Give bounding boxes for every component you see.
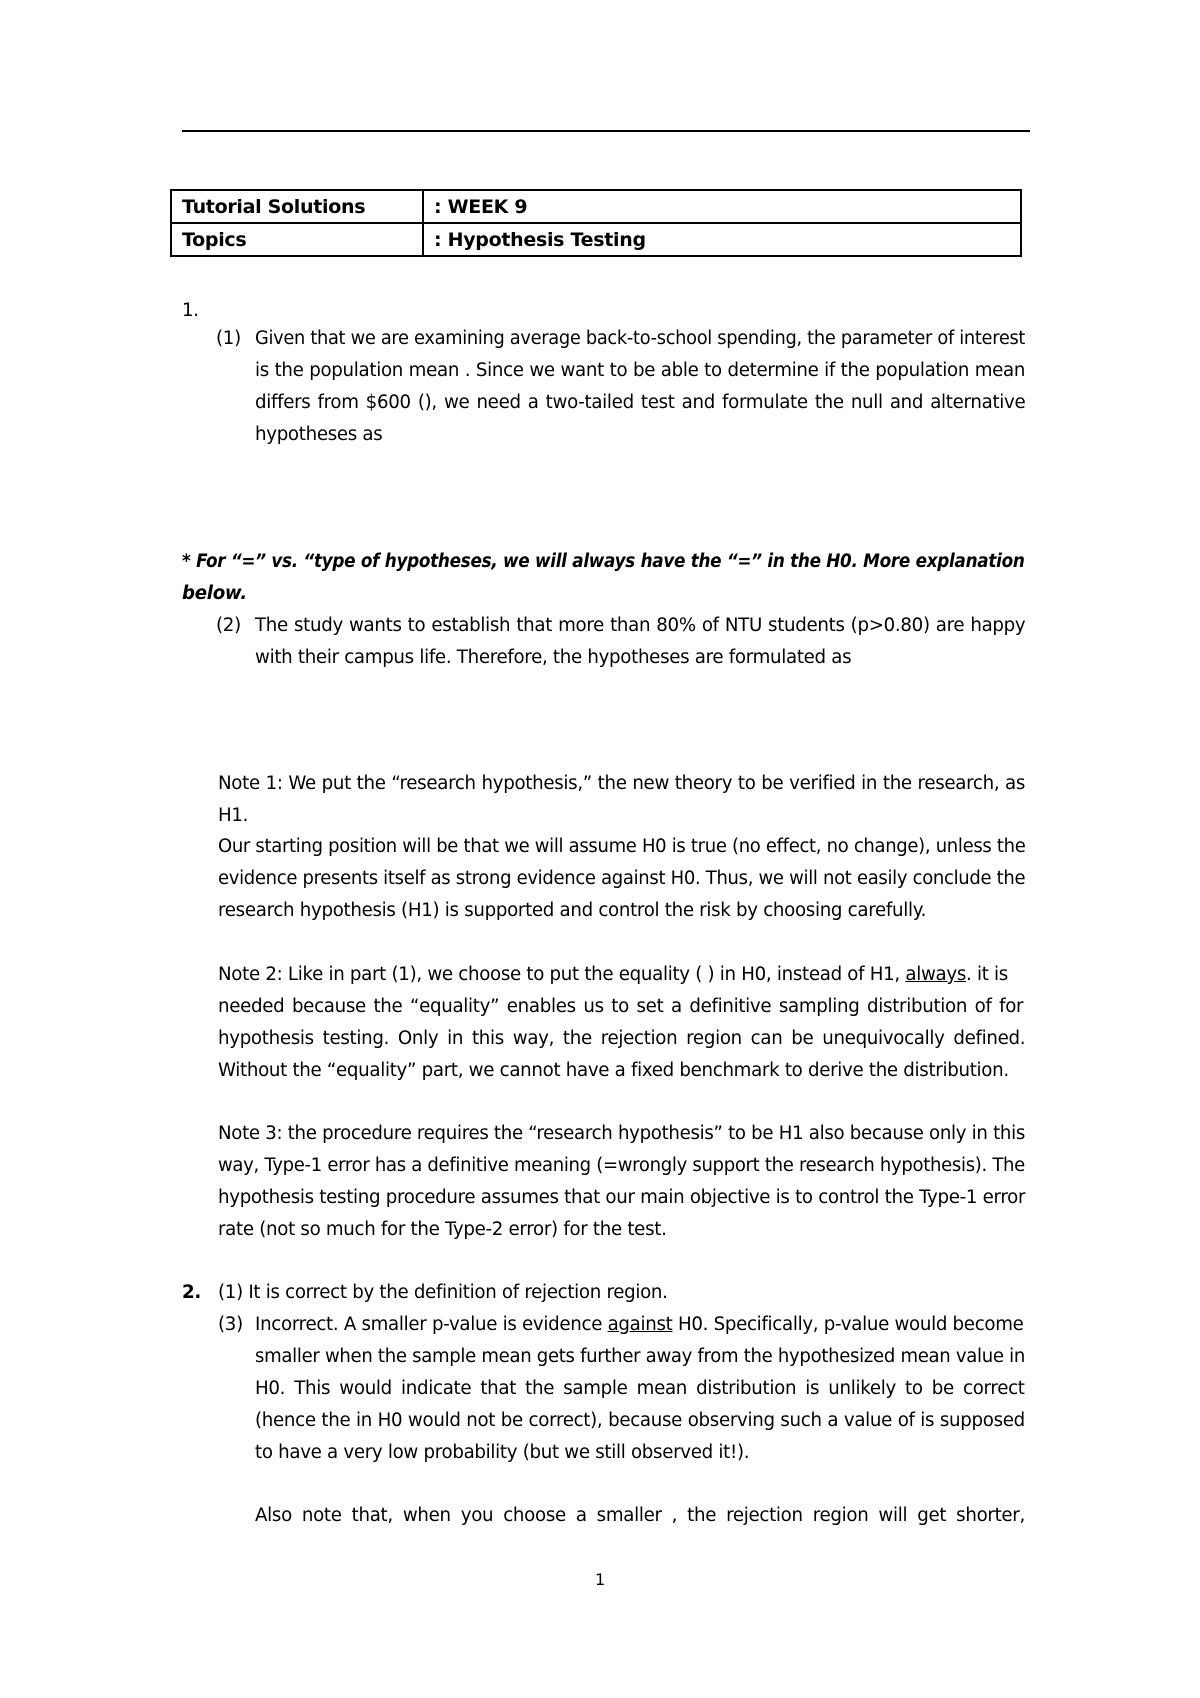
note2-always-underlined: always — [905, 964, 967, 985]
note3-line-3: hypothesis testing procedure assumes that our main objective is to control the Type-1 error — [218, 1187, 1026, 1208]
header-label-tutorial: Tutorial Solutions — [171, 190, 423, 223]
q1-star-note-line-1: * For “=” vs. “type of hypotheses, we will always have the “=” in the H0. More explanation — [182, 551, 1025, 572]
q1-part2-line-2: with their campus life. Therefore, the hypotheses are formulated as — [255, 647, 852, 668]
header-table — [170, 189, 1022, 257]
q2-part3-line-1 — [255, 1316, 1024, 1334]
header-row-topics — [171, 223, 1021, 256]
note3-line-1: Note 3: the procedure requires the “research hypothesis” to be H1 also because only in this — [218, 1123, 1025, 1144]
q1-part1-line-2: is the population mean . Since we want to be able to determine if the population mean — [255, 360, 1026, 381]
note1-line-2: H1. — [218, 805, 249, 826]
q2-part3-line-2: smaller when the sample mean gets further away from the hypothesized mean value in — [255, 1346, 1025, 1367]
q1-part1-line-4: hypotheses as — [255, 424, 383, 445]
note3-line-2: way, Type-1 error has a definitive meaning (=wrongly support the research hypothesis). The — [218, 1155, 1025, 1176]
q2-part3-line-3: H0. This would indicate that the sample mean distribution is unlikely to be correct — [255, 1378, 1025, 1399]
q1-part2-line-1: The study wants to establish that more than 80% of NTU students (p>0.80) are happy — [255, 615, 1026, 636]
q1-part2-marker: (2) — [216, 615, 241, 636]
q1-part1-marker: (1) — [216, 328, 241, 349]
q1-star-note-line-2: below. — [182, 583, 247, 604]
note2-line-3: hypothesis testing. Only in this way, the rejection region can be unequivocally defined. — [218, 1028, 1026, 1049]
q2-part1: (1) It is correct by the definition of rejection region. — [218, 1282, 668, 1303]
header-row-week — [171, 190, 1021, 223]
q1-part1-line-1: Given that we are examining average back-to-school spending, the parameter of interest — [255, 328, 1026, 349]
note2-line-4: Without the “equality” part, we cannot have a fixed benchmark to derive the distribution. — [218, 1060, 1009, 1081]
note2-line-1-start: Note 2: Like in part (1), we choose to put the equality ( ) in H0, instead of H1, — [218, 964, 906, 985]
q2-part3-line-1-end: H0. Specifically, p-value would become — [672, 1314, 1024, 1335]
note2-line-2: needed because the “equality” enables us to set a definitive sampling distribution of for — [218, 996, 1024, 1017]
note3-line-4: rate (not so much for the Type-2 error) for the test. — [218, 1219, 667, 1240]
q2-part3-line-1-start: Incorrect. A smaller p-value is evidence — [255, 1314, 608, 1335]
note1-line-1: Note 1: We put the “research hypothesis,” the new theory to be verified in the research, as — [218, 773, 1026, 794]
note1-line-5: research hypothesis (H1) is supported and control the risk by choosing carefully. — [218, 900, 927, 921]
note2-line-1 — [218, 966, 1008, 984]
header-label-topics: Topics — [171, 223, 423, 256]
note1-line-3: Our starting position will be that we will assume H0 is true (no effect, no change), unless the — [218, 836, 1026, 857]
page-number: 1 — [595, 1570, 605, 1589]
note1-line-4: evidence presents itself as strong evidence against H0. Thus, we will not easily conclude the — [218, 868, 1026, 889]
q2-part3-marker: (3) — [218, 1314, 243, 1335]
header-value-week: : WEEK 9 — [423, 190, 1021, 223]
q2-part3-line-5: to have a very low probability (but we still observed it!). — [255, 1442, 750, 1463]
q1-part1-line-3: differs from $600 (), we need a two-tailed test and formulate the null and alternative — [255, 392, 1026, 413]
q2-part3-line-4: (hence the in H0 would not be correct), because observing such a value of is supposed — [255, 1410, 1025, 1431]
header-value-topics: : Hypothesis Testing — [423, 223, 1021, 256]
note2-line-1-end: . it is — [966, 964, 1008, 985]
q2-against-underlined: against — [607, 1314, 673, 1335]
header-rule — [182, 130, 1030, 132]
question-2-number: 2. — [182, 1282, 201, 1303]
question-1-number: 1. — [182, 300, 199, 321]
q2-also-note-line: Also note that, when you choose a smaller , the rejection region will get shorter, — [255, 1505, 1025, 1526]
